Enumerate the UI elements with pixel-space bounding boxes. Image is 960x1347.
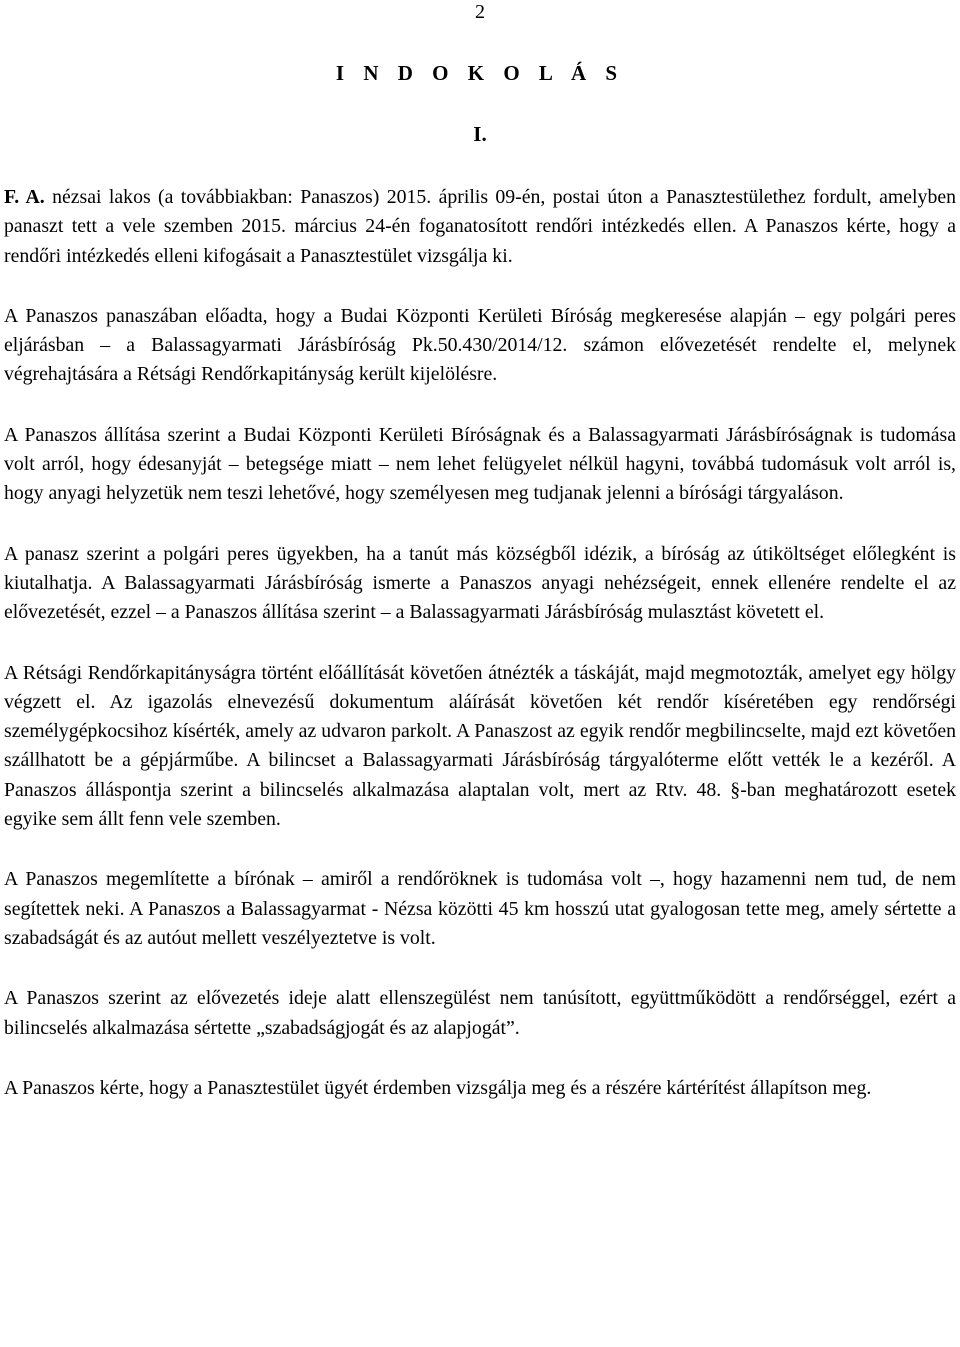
- document-title: I N D O K O L Á S: [335, 61, 625, 85]
- body-text: [4, 183, 956, 1134]
- paragraph-1: [4, 183, 956, 271]
- paragraph-5: A Rétsági Rendőrkapitányságra történt előállítását követően átnézték a táskáját, majd megmotozták, amelyet egy hölgy végzett el. Az igazolás elnevezésű dokumentum aláírását követően két rendőr kíséretében egy rendőrségi személygépkocsihoz kísérték, amely az udvaron parkolt. A Panaszost az egyik rendőr megbilincselte, majd ezt követően szállhatott be a gépjárműbe. A bilincset a Balassagyarmati Járásbíróság tárgyalóterme előtt vették le a kezéről. A Panaszos álláspontja szerint a bilincselés alkalmazása alaptalan volt, mert az Rtv. 48. §-ban meghatározott esetek egyike sem állt fenn vele szemben.: [4, 661, 956, 831]
- paragraph-3: A Panaszos állítása szerint a Budai Központi Kerületi Bíróságnak és a Balassagyarmati Járásbíróságnak is tudomása volt arról, hogy édesanyját – betegsége miatt – nem lehet felügyelet nélkül hagyni, továbbá tudomásuk volt arról is, hogy anyagi helyzetük nem teszi lehetővé, hogy személyesen meg tudjanak jelenni a bírósági tárgyaláson.: [4, 423, 956, 505]
- paragraph-6: A Panaszos megemlítette a bírónak – amiről a rendőröknek is tudomása volt –, hogy hazamenni nem tud, de nem segítettek neki. A Panaszos a Balassagyarmat - Nézsa közötti 45 km hosszú utat gyalogosan tette meg, amely sértette a szabadságát és az autóut mellett veszélyeztetve is volt.: [4, 868, 956, 949]
- paragraph-2: A Panaszos panaszában előadta, hogy a Budai Központi Kerületi Bíróság megkeresése alapján – egy polgári peres eljárásban – a Balassagyarmati Járásbíróság Pk.50.430/2014/12. számon elővezetését rendelte el, melynek végrehajtására a Rétsági Rendőrkapitányság került kijelölésre.: [4, 304, 956, 386]
- paragraph-text: nézsai lakos (a továbbiakban: Panaszos) 2015. április 09-én, postai úton a Panasztestülethez fordult, amelyben panaszt tett a vele szemben 2015. március 24-én foganatosított rendőri intézkedés ellen. A Panaszos kérte, hogy a rendőri intézkedés elleni kifogásait a Panasztestület vizsgálja ki.: [4, 186, 956, 267]
- page-number: 2: [475, 1, 485, 23]
- paragraph-7: A Panaszos szerint az elővezetés ideje alatt ellenszegülést nem tanúsított, együttműködött a rendőrséggel, ezért a bilincselés alkalmazása sértette „szabadságjogát és az alapjogát”.: [4, 987, 956, 1039]
- paragraph-8: A Panaszos kérte, hogy a Panasztestület ügyét érdemben vizsgálja meg és a részére kártérítést állapítson meg.: [4, 1076, 872, 1099]
- section-number: I.: [473, 122, 487, 146]
- complainant-initials: F. A.: [4, 186, 45, 208]
- paragraph-4: A panasz szerint a polgári peres ügyekben, ha a tanút más községből idézik, a bíróság az útiköltséget előlegként is kiutalhatja. A Balassagyarmati Járásbíróság ismerte a Panaszos anyagi nehézségeit, ennek ellenére rendelte el az elővezetését, ezzel – a Panaszos állítása szerint – a Balassagyarmati Járásbíróság mulasztást követett el.: [4, 542, 956, 624]
